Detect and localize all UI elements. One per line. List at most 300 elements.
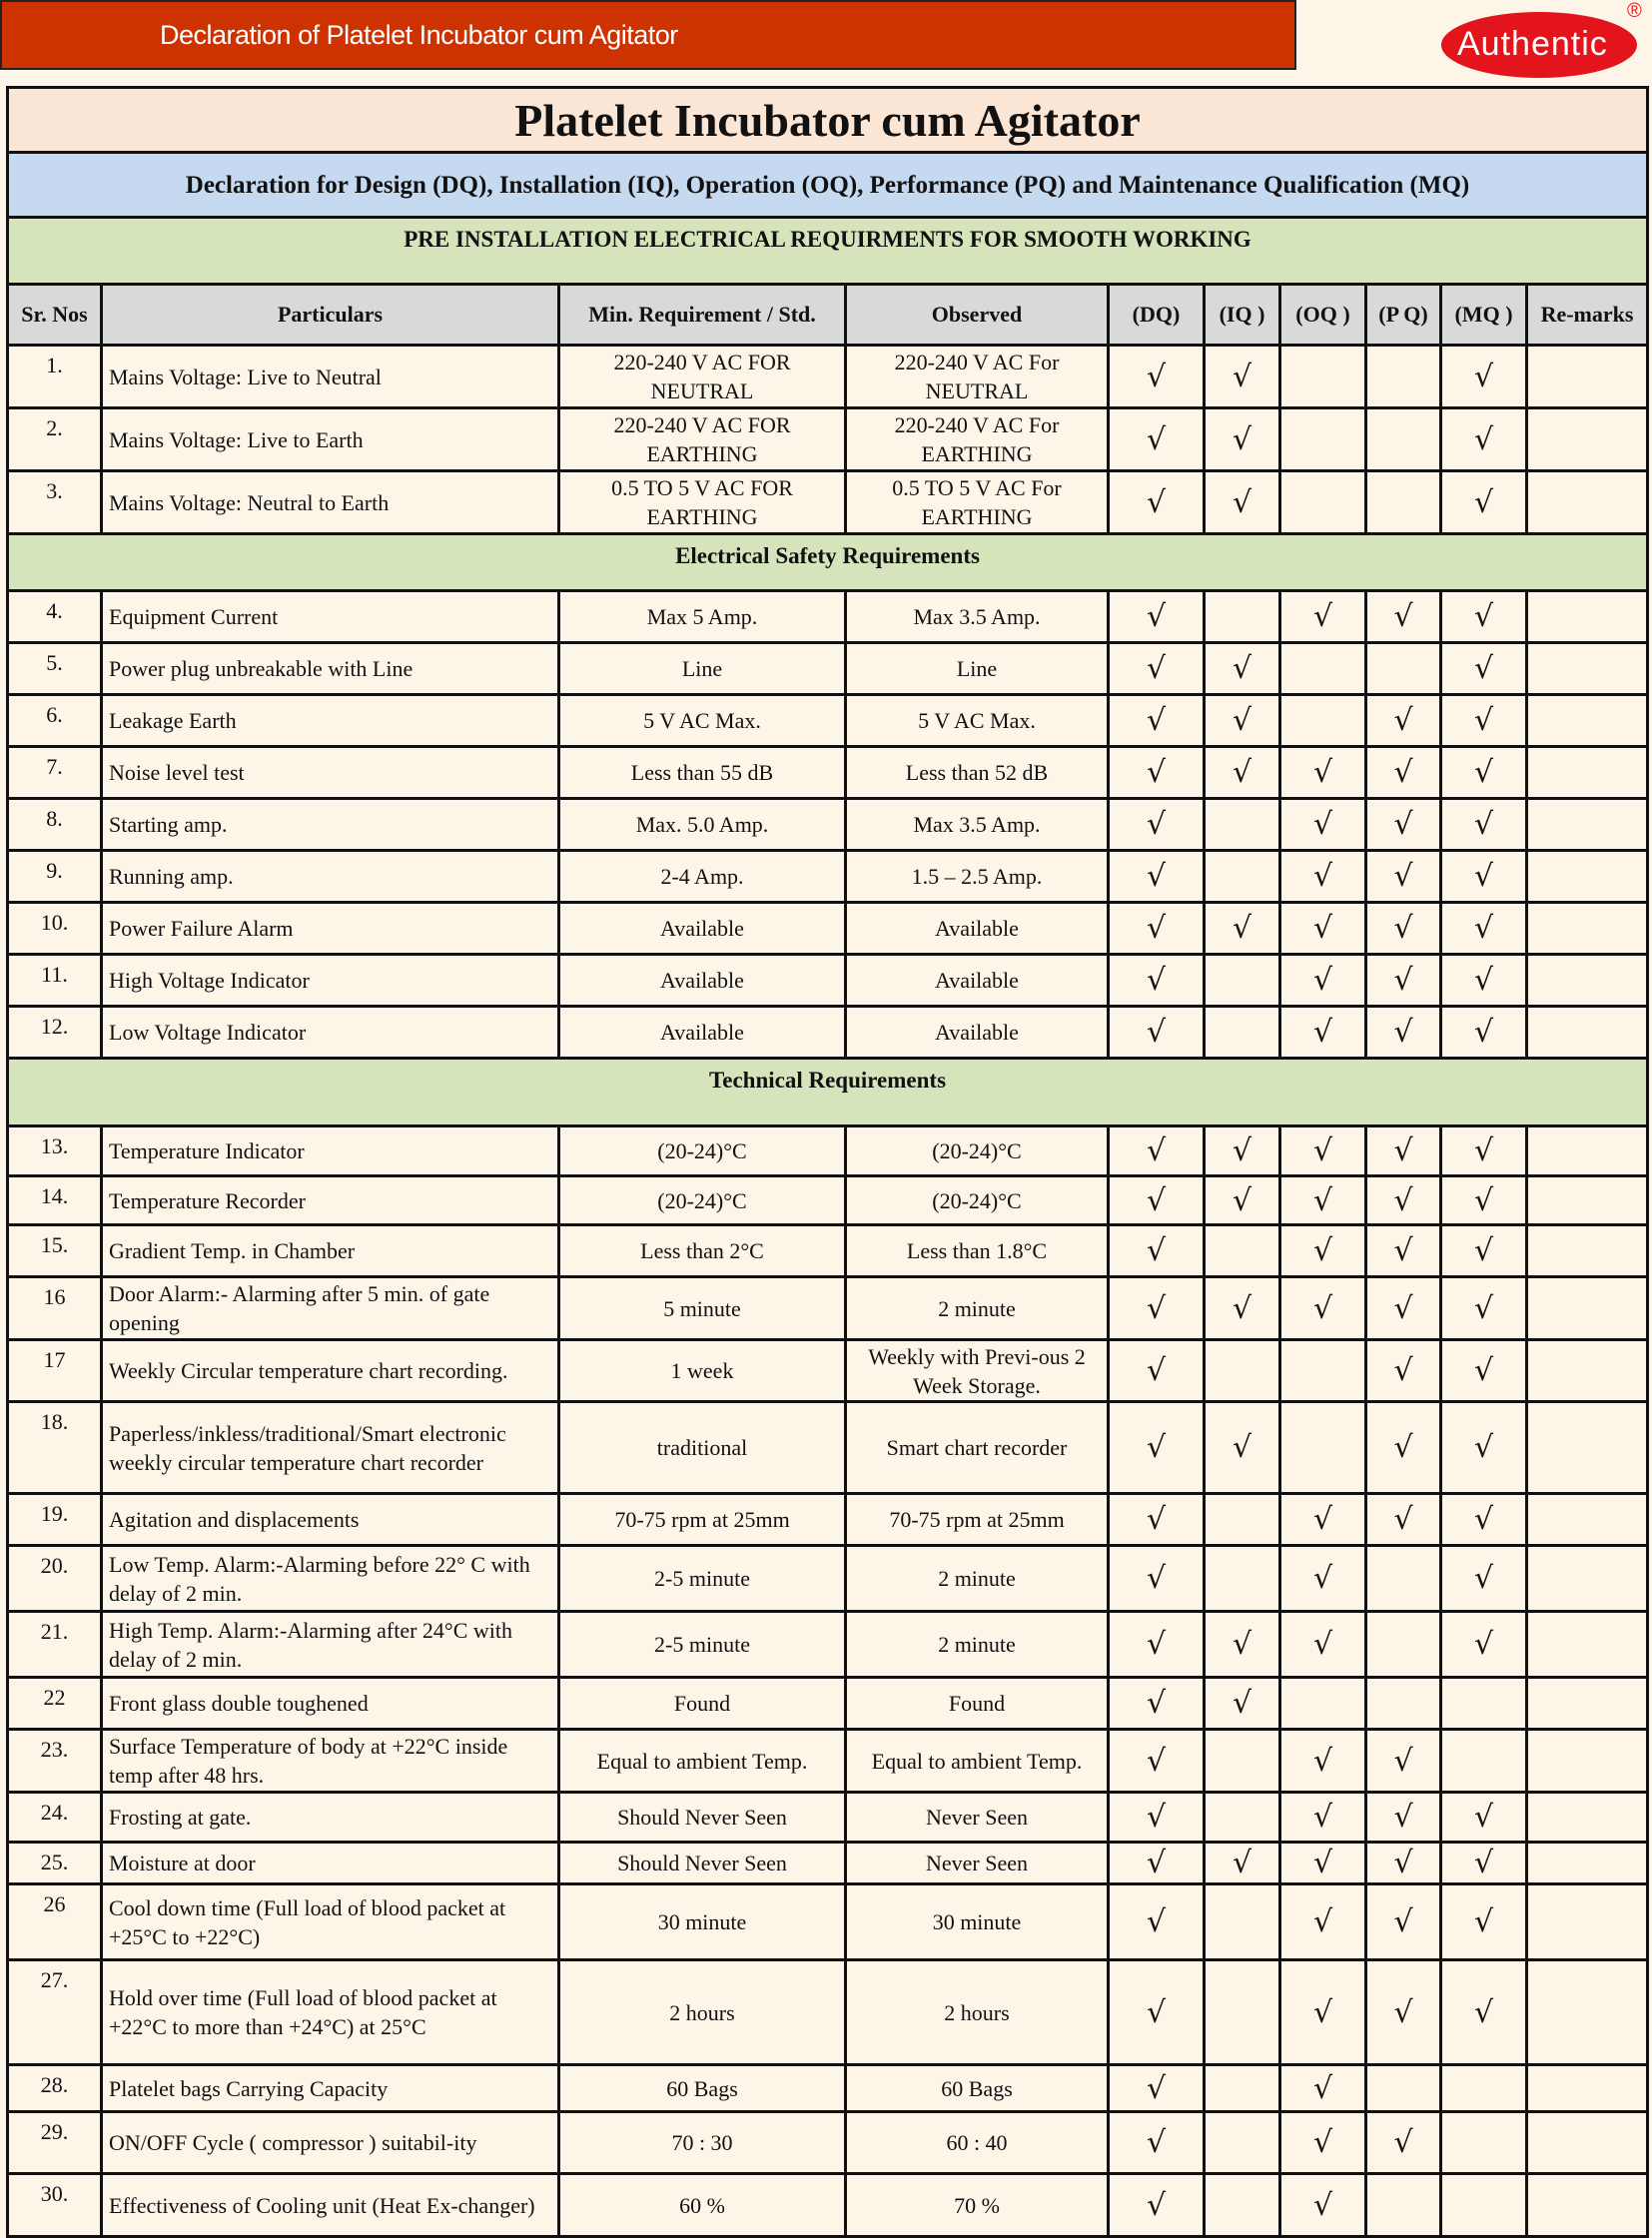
- table-row: [8, 591, 1648, 643]
- iq-check-cell: [1205, 1225, 1280, 1277]
- oq-check-cell: [1280, 591, 1366, 643]
- sr-cell: 28.: [8, 2065, 102, 2112]
- observed-cell: 2 minute: [846, 1612, 1109, 1678]
- checkmark-icon: √: [1473, 1994, 1494, 2030]
- observed-cell: Available: [846, 955, 1109, 1007]
- remarks-cell: [1527, 799, 1648, 851]
- col-remarks-header: Re-marks: [1527, 285, 1648, 346]
- checkmark-icon: √: [1393, 1846, 1413, 1880]
- oq-check-cell: [1280, 643, 1366, 695]
- table-row: [8, 1546, 1648, 1612]
- col-sr-header: Sr. Nos: [8, 285, 102, 346]
- iq-check-cell: [1205, 1793, 1280, 1843]
- section-header: [8, 534, 1648, 591]
- oq-check-cell: [1280, 1340, 1366, 1402]
- dq-check-cell: [1109, 1176, 1205, 1225]
- checkmark-icon: √: [1232, 911, 1252, 946]
- header-banner: [0, 0, 1296, 70]
- iq-check-cell: [1205, 471, 1280, 534]
- oq-check-cell: [1280, 1730, 1366, 1793]
- pq-check-cell: [1366, 1843, 1441, 1884]
- table-row: [8, 1884, 1648, 1960]
- section-title: Electrical Safety Requirements: [8, 534, 1648, 591]
- checkmark-icon: √: [1146, 651, 1167, 686]
- iq-check-cell: [1205, 1277, 1280, 1340]
- dq-check-cell: [1109, 643, 1205, 695]
- checkmark-icon: √: [1146, 599, 1167, 634]
- observed-cell: Max 3.5 Amp.: [846, 799, 1109, 851]
- table-row: [8, 747, 1648, 799]
- checkmark-icon: √: [1312, 1233, 1333, 1268]
- min-requirement-cell: 5 minute: [559, 1277, 846, 1340]
- particulars-cell: Mains Voltage: Live to Earth: [102, 408, 559, 471]
- checkmark-icon: √: [1393, 1800, 1413, 1835]
- checkmark-icon: √: [1312, 1182, 1333, 1218]
- sr-cell: 10.: [8, 903, 102, 955]
- oq-check-cell: [1280, 1678, 1366, 1730]
- checkmark-icon: √: [1312, 2187, 1333, 2223]
- min-requirement-cell: 60 Bags: [559, 2065, 846, 2112]
- observed-cell: 70-75 rpm at 25mm: [846, 1494, 1109, 1546]
- table-row: [8, 1126, 1648, 1176]
- dq-check-cell: [1109, 1612, 1205, 1678]
- sr-cell: 9.: [8, 851, 102, 903]
- checkmark-icon: √: [1312, 1561, 1333, 1596]
- iq-check-cell: [1205, 346, 1280, 408]
- checkmark-icon: √: [1312, 1502, 1333, 1537]
- oq-check-cell: [1280, 1277, 1366, 1340]
- iq-check-cell: [1205, 2065, 1280, 2112]
- section-title: PRE INSTALLATION ELECTRICAL REQUIRMENTS FOR SMOOTH WORKING: [8, 218, 1648, 285]
- table-row: [8, 1843, 1648, 1884]
- oq-check-cell: [1280, 1884, 1366, 1960]
- iq-check-cell: [1205, 1176, 1280, 1225]
- checkmark-icon: √: [1312, 755, 1333, 790]
- remarks-cell: [1527, 2065, 1648, 2112]
- col-particulars-header: Particulars: [102, 285, 559, 346]
- checkmark-icon: √: [1393, 859, 1413, 894]
- min-requirement-cell: Less than 55 dB: [559, 747, 846, 799]
- remarks-cell: [1527, 955, 1648, 1007]
- pq-check-cell: [1366, 591, 1441, 643]
- remarks-cell: [1527, 903, 1648, 955]
- checkmark-icon: √: [1146, 1800, 1167, 1835]
- checkmark-icon: √: [1473, 1430, 1494, 1465]
- sr-cell: 1.: [8, 346, 102, 408]
- pq-check-cell: [1366, 903, 1441, 955]
- table-row: [8, 1402, 1648, 1494]
- oq-check-cell: [1280, 408, 1366, 471]
- observed-cell: Found: [846, 1678, 1109, 1730]
- dq-check-cell: [1109, 1546, 1205, 1612]
- checkmark-icon: √: [1473, 1133, 1494, 1168]
- sr-cell: 29.: [8, 2112, 102, 2174]
- checkmark-icon: √: [1393, 1994, 1413, 2030]
- pq-check-cell: [1366, 1884, 1441, 1960]
- min-requirement-cell: Available: [559, 955, 846, 1007]
- col-min-requirement-header: Min. Requirement / Std.: [559, 285, 846, 346]
- checkmark-icon: √: [1473, 651, 1494, 686]
- checkmark-icon: √: [1473, 703, 1494, 738]
- min-requirement-cell: 70-75 rpm at 25mm: [559, 1494, 846, 1546]
- mq-check-cell: [1441, 1176, 1527, 1225]
- checkmark-icon: √: [1232, 1686, 1252, 1721]
- remarks-cell: [1527, 1402, 1648, 1494]
- table-row: [8, 851, 1648, 903]
- checkmark-icon: √: [1232, 1846, 1252, 1880]
- observed-cell: (20-24)°C: [846, 1176, 1109, 1225]
- checkmark-icon: √: [1146, 859, 1167, 894]
- checkmark-icon: √: [1473, 1800, 1494, 1835]
- mq-check-cell: [1441, 1225, 1527, 1277]
- dq-check-cell: [1109, 955, 1205, 1007]
- checkmark-icon: √: [1312, 1846, 1333, 1880]
- sr-cell: 26: [8, 1884, 102, 1960]
- checkmark-icon: √: [1393, 911, 1413, 946]
- min-requirement-cell: Should Never Seen: [559, 1843, 846, 1884]
- observed-cell: 60 Bags: [846, 2065, 1109, 2112]
- remarks-cell: [1527, 1612, 1648, 1678]
- dq-check-cell: [1109, 1277, 1205, 1340]
- particulars-cell: Mains Voltage: Neutral to Earth: [102, 471, 559, 534]
- checkmark-icon: √: [1393, 599, 1413, 634]
- iq-check-cell: [1205, 799, 1280, 851]
- pq-check-cell: [1366, 408, 1441, 471]
- observed-cell: 220-240 V AC For EARTHING: [846, 408, 1109, 471]
- sr-cell: 27.: [8, 1960, 102, 2065]
- sr-cell: 7.: [8, 747, 102, 799]
- particulars-cell: Temperature Indicator: [102, 1126, 559, 1176]
- oq-check-cell: [1280, 1960, 1366, 2065]
- checkmark-icon: √: [1312, 963, 1333, 998]
- min-requirement-cell: Available: [559, 903, 846, 955]
- min-requirement-cell: Available: [559, 1007, 846, 1059]
- checkmark-icon: √: [1393, 963, 1413, 998]
- table-row: [8, 408, 1648, 471]
- table-row: [8, 903, 1648, 955]
- particulars-cell: High Voltage Indicator: [102, 955, 559, 1007]
- checkmark-icon: √: [1146, 1182, 1167, 1218]
- checkmark-icon: √: [1146, 1430, 1167, 1465]
- min-requirement-cell: 0.5 TO 5 V AC FOR EARTHING: [559, 471, 846, 534]
- checkmark-icon: √: [1146, 1502, 1167, 1537]
- table-row: [8, 955, 1648, 1007]
- mq-check-cell: [1441, 1340, 1527, 1402]
- checkmark-icon: √: [1473, 1015, 1494, 1050]
- checkmark-icon: √: [1146, 1904, 1167, 1939]
- dq-check-cell: [1109, 346, 1205, 408]
- remarks-cell: [1527, 695, 1648, 747]
- table-row: [8, 1730, 1648, 1793]
- col-pq-header: (P Q): [1366, 285, 1441, 346]
- checkmark-icon: √: [1146, 1686, 1167, 1721]
- sr-cell: 20.: [8, 1546, 102, 1612]
- dq-check-cell: [1109, 1340, 1205, 1402]
- checkmark-icon: √: [1146, 1994, 1167, 2030]
- col-observed-header: Observed: [846, 285, 1109, 346]
- checkmark-icon: √: [1473, 807, 1494, 842]
- remarks-cell: [1527, 2174, 1648, 2237]
- checkmark-icon: √: [1146, 1290, 1167, 1326]
- dq-check-cell: [1109, 1730, 1205, 1793]
- checkmark-icon: √: [1146, 1233, 1167, 1268]
- pq-check-cell: [1366, 2112, 1441, 2174]
- checkmark-icon: √: [1473, 859, 1494, 894]
- particulars-cell: ON/OFF Cycle ( compressor ) suitabil-ity: [102, 2112, 559, 2174]
- pq-check-cell: [1366, 1730, 1441, 1793]
- remarks-cell: [1527, 1225, 1648, 1277]
- checkmark-icon: √: [1146, 963, 1167, 998]
- observed-cell: Never Seen: [846, 1793, 1109, 1843]
- particulars-cell: Effectiveness of Cooling unit (Heat Ex-changer): [102, 2174, 559, 2237]
- remarks-cell: [1527, 1126, 1648, 1176]
- particulars-cell: Agitation and displacements: [102, 1494, 559, 1546]
- min-requirement-cell: 30 minute: [559, 1884, 846, 1960]
- min-requirement-cell: 2-5 minute: [559, 1612, 846, 1678]
- oq-check-cell: [1280, 1793, 1366, 1843]
- sr-cell: 2.: [8, 408, 102, 471]
- checkmark-icon: √: [1312, 1627, 1333, 1662]
- mq-check-cell: [1441, 799, 1527, 851]
- iq-check-cell: [1205, 747, 1280, 799]
- pq-check-cell: [1366, 1340, 1441, 1402]
- checkmark-icon: √: [1312, 911, 1333, 946]
- sr-cell: 13.: [8, 1126, 102, 1176]
- mq-check-cell: [1441, 903, 1527, 955]
- observed-cell: Never Seen: [846, 1843, 1109, 1884]
- checkmark-icon: √: [1232, 421, 1252, 457]
- checkmark-icon: √: [1312, 2070, 1333, 2106]
- oq-check-cell: [1280, 955, 1366, 1007]
- observed-cell: Available: [846, 903, 1109, 955]
- iq-check-cell: [1205, 643, 1280, 695]
- iq-check-cell: [1205, 1884, 1280, 1960]
- dq-check-cell: [1109, 695, 1205, 747]
- mq-check-cell: [1441, 1730, 1527, 1793]
- logo-text: Authentic: [1457, 25, 1608, 63]
- iq-check-cell: [1205, 1960, 1280, 2065]
- table-row: [8, 1960, 1648, 2065]
- iq-check-cell: [1205, 851, 1280, 903]
- banner-title: Declaration of Platelet Incubator cum Agitator: [160, 20, 678, 50]
- section-header: [8, 1059, 1648, 1126]
- oq-check-cell: [1280, 1843, 1366, 1884]
- checkmark-icon: √: [1146, 484, 1167, 520]
- pq-check-cell: [1366, 2174, 1441, 2237]
- table-row: [8, 346, 1648, 408]
- observed-cell: 2 minute: [846, 1277, 1109, 1340]
- dq-check-cell: [1109, 1007, 1205, 1059]
- table-row: [8, 1340, 1648, 1402]
- dq-check-cell: [1109, 1793, 1205, 1843]
- checkmark-icon: √: [1146, 1353, 1167, 1388]
- particulars-cell: Power plug unbreakable with Line: [102, 643, 559, 695]
- pq-check-cell: [1366, 2065, 1441, 2112]
- particulars-cell: Temperature Recorder: [102, 1176, 559, 1225]
- pq-check-cell: [1366, 346, 1441, 408]
- pq-check-cell: [1366, 1793, 1441, 1843]
- checkmark-icon: √: [1146, 1133, 1167, 1168]
- sr-cell: 19.: [8, 1494, 102, 1546]
- pq-check-cell: [1366, 799, 1441, 851]
- table-row: [8, 2174, 1648, 2237]
- table-row: [8, 1678, 1648, 1730]
- observed-cell: Available: [846, 1007, 1109, 1059]
- min-requirement-cell: traditional: [559, 1402, 846, 1494]
- oq-check-cell: [1280, 799, 1366, 851]
- table-row: [8, 1176, 1648, 1225]
- iq-check-cell: [1205, 1402, 1280, 1494]
- remarks-cell: [1527, 1843, 1648, 1884]
- oq-check-cell: [1280, 1402, 1366, 1494]
- mq-check-cell: [1441, 1277, 1527, 1340]
- min-requirement-cell: 1 week: [559, 1340, 846, 1402]
- sr-cell: 5.: [8, 643, 102, 695]
- checkmark-icon: √: [1473, 1353, 1494, 1388]
- authentic-logo: [1441, 0, 1642, 78]
- checkmark-icon: √: [1473, 484, 1494, 520]
- dq-check-cell: [1109, 591, 1205, 643]
- table-row: [8, 643, 1648, 695]
- mq-check-cell: [1441, 1884, 1527, 1960]
- mq-check-cell: [1441, 1007, 1527, 1059]
- observed-cell: 1.5 – 2.5 Amp.: [846, 851, 1109, 903]
- checkmark-icon: √: [1312, 2125, 1333, 2160]
- dq-check-cell: [1109, 1884, 1205, 1960]
- checkmark-icon: √: [1473, 1182, 1494, 1218]
- particulars-cell: Noise level test: [102, 747, 559, 799]
- observed-cell: 60 : 40: [846, 2112, 1109, 2174]
- mq-check-cell: [1441, 1678, 1527, 1730]
- sr-cell: 15.: [8, 1225, 102, 1277]
- particulars-cell: Paperless/inkless/traditional/Smart electronic weekly circular temperature chart recorder: [102, 1402, 559, 1494]
- mq-check-cell: [1441, 695, 1527, 747]
- pq-check-cell: [1366, 747, 1441, 799]
- min-requirement-cell: 220-240 V AC FOR NEUTRAL: [559, 346, 846, 408]
- checkmark-icon: √: [1312, 1994, 1333, 2030]
- particulars-cell: Leakage Earth: [102, 695, 559, 747]
- dq-check-cell: [1109, 1678, 1205, 1730]
- sr-cell: 23.: [8, 1730, 102, 1793]
- checkmark-icon: √: [1473, 1627, 1494, 1662]
- dq-check-cell: [1109, 2112, 1205, 2174]
- iq-check-cell: [1205, 955, 1280, 1007]
- oq-check-cell: [1280, 2174, 1366, 2237]
- particulars-cell: Frosting at gate.: [102, 1793, 559, 1843]
- remarks-cell: [1527, 591, 1648, 643]
- remarks-cell: [1527, 471, 1648, 534]
- checkmark-icon: √: [1312, 1133, 1333, 1168]
- iq-check-cell: [1205, 695, 1280, 747]
- sr-cell: 6.: [8, 695, 102, 747]
- table-row: [8, 2065, 1648, 2112]
- checkmark-icon: √: [1393, 807, 1413, 842]
- pq-check-cell: [1366, 1225, 1441, 1277]
- remarks-cell: [1527, 747, 1648, 799]
- particulars-cell: Low Temp. Alarm:-Alarming before 22° C with delay of 2 min.: [102, 1546, 559, 1612]
- oq-check-cell: [1280, 1007, 1366, 1059]
- table-row: [8, 471, 1648, 534]
- oq-check-cell: [1280, 1612, 1366, 1678]
- iq-check-cell: [1205, 1007, 1280, 1059]
- observed-cell: 2 minute: [846, 1546, 1109, 1612]
- iq-check-cell: [1205, 591, 1280, 643]
- mq-check-cell: [1441, 346, 1527, 408]
- dq-check-cell: [1109, 1494, 1205, 1546]
- oq-check-cell: [1280, 1126, 1366, 1176]
- checkmark-icon: √: [1393, 1182, 1413, 1218]
- remarks-cell: [1527, 1793, 1648, 1843]
- observed-cell: 220-240 V AC For NEUTRAL: [846, 346, 1109, 408]
- table-row: [8, 695, 1648, 747]
- iq-check-cell: [1205, 1612, 1280, 1678]
- checkmark-icon: √: [1473, 1561, 1494, 1596]
- mq-check-cell: [1441, 1793, 1527, 1843]
- sr-cell: 22: [8, 1678, 102, 1730]
- dq-check-cell: [1109, 471, 1205, 534]
- remarks-cell: [1527, 851, 1648, 903]
- checkmark-icon: √: [1393, 1904, 1413, 1939]
- remarks-cell: [1527, 2112, 1648, 2174]
- pq-check-cell: [1366, 471, 1441, 534]
- remarks-cell: [1527, 1546, 1648, 1612]
- observed-cell: Smart chart recorder: [846, 1402, 1109, 1494]
- particulars-cell: Cool down time (Full load of blood packet at +25°C to +22°C): [102, 1884, 559, 1960]
- oq-check-cell: [1280, 747, 1366, 799]
- particulars-cell: Platelet bags Carrying Capacity: [102, 2065, 559, 2112]
- pq-check-cell: [1366, 643, 1441, 695]
- table-row: [8, 1612, 1648, 1678]
- pq-check-cell: [1366, 851, 1441, 903]
- sr-cell: 24.: [8, 1793, 102, 1843]
- min-requirement-cell: Line: [559, 643, 846, 695]
- table-row: [8, 1793, 1648, 1843]
- checkmark-icon: √: [1473, 755, 1494, 790]
- oq-check-cell: [1280, 1176, 1366, 1225]
- pq-check-cell: [1366, 1546, 1441, 1612]
- remarks-cell: [1527, 643, 1648, 695]
- table-row: [8, 1007, 1648, 1059]
- min-requirement-cell: 2-4 Amp.: [559, 851, 846, 903]
- remarks-cell: [1527, 1340, 1648, 1402]
- checkmark-icon: √: [1312, 599, 1333, 634]
- checkmark-icon: √: [1146, 1846, 1167, 1880]
- sr-cell: 16: [8, 1277, 102, 1340]
- iq-check-cell: [1205, 2174, 1280, 2237]
- particulars-cell: Surface Temperature of body at +22°C inside temp after 48 hrs.: [102, 1730, 559, 1793]
- checkmark-icon: √: [1473, 1502, 1494, 1537]
- min-requirement-cell: 5 V AC Max.: [559, 695, 846, 747]
- observed-cell: Less than 1.8°C: [846, 1225, 1109, 1277]
- table-row: [8, 799, 1648, 851]
- mq-check-cell: [1441, 1126, 1527, 1176]
- particulars-cell: Door Alarm:- Alarming after 5 min. of gate opening: [102, 1277, 559, 1340]
- dq-check-cell: [1109, 1402, 1205, 1494]
- col-dq-header: (DQ): [1109, 285, 1205, 346]
- remarks-cell: [1527, 1678, 1648, 1730]
- pq-check-cell: [1366, 955, 1441, 1007]
- observed-cell: 5 V AC Max.: [846, 695, 1109, 747]
- pq-check-cell: [1366, 695, 1441, 747]
- mq-check-cell: [1441, 851, 1527, 903]
- iq-check-cell: [1205, 903, 1280, 955]
- oq-check-cell: [1280, 903, 1366, 955]
- dq-check-cell: [1109, 851, 1205, 903]
- checkmark-icon: √: [1393, 2125, 1413, 2160]
- min-requirement-cell: Less than 2°C: [559, 1225, 846, 1277]
- mq-check-cell: [1441, 2065, 1527, 2112]
- oq-check-cell: [1280, 2065, 1366, 2112]
